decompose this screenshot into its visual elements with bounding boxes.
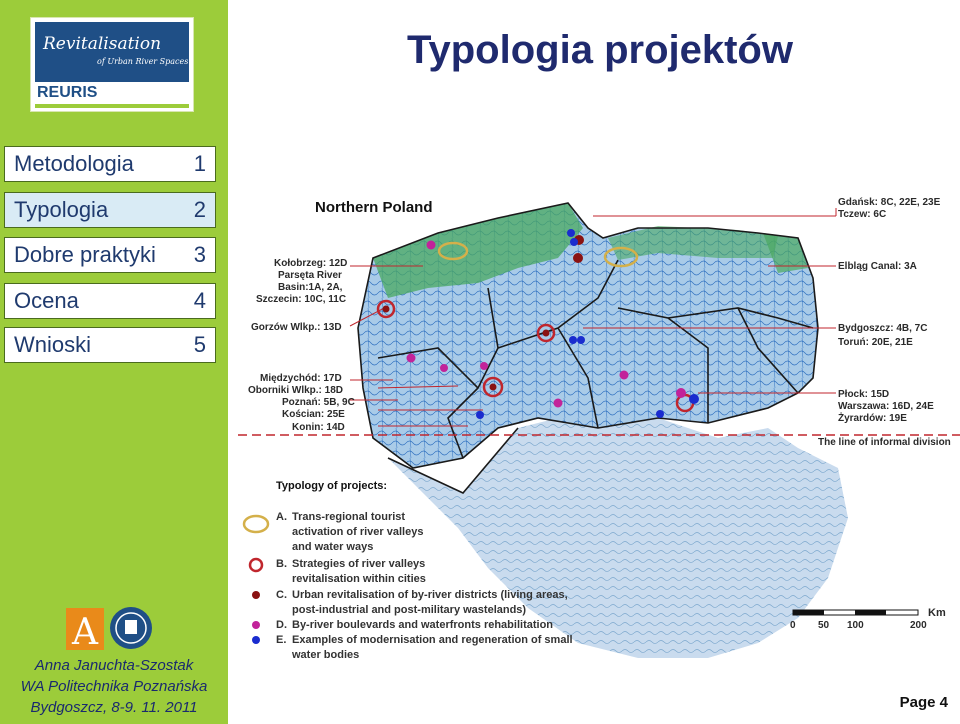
scale-tick-200: 200 [910, 620, 927, 631]
scale-tick-0: 0 [790, 620, 796, 631]
legend-letter-c: C. [276, 589, 287, 601]
type-d-marker [427, 241, 436, 250]
conference-place-date: Bydgoszcz, 8-9. 11. 2011 [30, 699, 198, 716]
type-e-marker [577, 336, 585, 344]
label-informal-division: The line of informal division [818, 437, 951, 448]
legend-a-line2: activation of river valleys [292, 526, 424, 538]
legend-letter-a: A. [276, 511, 287, 523]
scale-tick-100: 100 [847, 620, 864, 631]
type-d-marker [620, 371, 629, 380]
nav-item-typologia[interactable] [4, 192, 216, 228]
nav-label: Typologia [14, 197, 109, 222]
label-gdansk: Gdańsk: 8C, 22E, 23E [838, 197, 941, 208]
label-gorzow: Gorzów Wlkp.: 13D [251, 322, 342, 333]
legend-d-line1: By-river boulevards and waterfronts rehabilitation [292, 619, 554, 631]
label-parseta: Parsęta River [278, 270, 342, 281]
type-c-marker [573, 253, 583, 263]
legend-symbol-c [252, 591, 260, 599]
type-d-marker [440, 364, 448, 372]
label-szczecin: Szczecin: 10C, 11C [256, 294, 347, 305]
label-torun: Toruń: 20E, 21E [838, 337, 913, 348]
type-d-marker [554, 399, 563, 408]
scale-bar [793, 610, 918, 615]
label-basin: Basin:1A, 2A, [278, 282, 343, 293]
type-e-marker [656, 410, 664, 418]
legend-symbol-e [252, 636, 260, 644]
type-e-marker [476, 411, 484, 419]
type-c-marker [383, 306, 390, 313]
author-name: Anna Januchta-Szostak [34, 657, 194, 674]
legend-e-line1: Examples of modernisation and regeneration of small [292, 634, 573, 646]
label-bydgoszcz: Bydgoszcz: 4B, 7C [838, 323, 928, 334]
page-number: Page 4 [899, 694, 948, 711]
logo-script-text: Revitalisation [43, 34, 162, 54]
map-title: Northern Poland [315, 199, 433, 216]
nav-number: 3 [193, 242, 206, 267]
type-c-marker [543, 330, 550, 337]
nav-label: Metodologia [14, 151, 134, 176]
legend-a-line1: Trans-regional tourist [292, 511, 406, 523]
scale-tick-50: 50 [818, 620, 830, 631]
nav-number: 5 [193, 332, 206, 357]
nav-number: 4 [193, 288, 206, 313]
nav-item-dobre-praktyki[interactable] [4, 237, 216, 273]
legend-letter-b: B. [276, 558, 287, 570]
type-d-marker [676, 388, 686, 398]
reuris-logo [30, 17, 194, 112]
label-kolobrzeg: Kołobrzeg: 12D [274, 258, 348, 269]
svg-text:A: A [72, 612, 98, 652]
legend-b-line2: revitalisation within cities [292, 573, 426, 585]
author-organization: WA Politechnika Poznańska [20, 678, 208, 695]
label-konin: Konin: 14D [292, 422, 345, 433]
logo-banner [35, 22, 189, 82]
legend-title: Typology of projects: [276, 480, 388, 492]
politechnika-seal [110, 607, 152, 649]
legend-c-line2: post-industrial and post-military wastelands) [292, 604, 527, 616]
label-miedzychod: Międzychód: 17D [260, 373, 342, 384]
type-d-marker [480, 362, 488, 370]
legend-letter-d: D. [276, 619, 287, 631]
legend-letter-e: E. [276, 634, 287, 646]
page-title: Typologia projektów [407, 28, 793, 72]
legend-symbol-b [250, 559, 262, 571]
legend-e-line2: water bodies [292, 649, 360, 661]
label-oborniki: Oborniki Wlkp.: 18D [248, 385, 344, 396]
logo-subtitle: of Urban River Spaces [97, 57, 189, 66]
legend-symbol-d [252, 621, 260, 629]
legend-c-line1: Urban revitalisation of by-river districts (living areas, [292, 589, 568, 601]
scale-unit: Km [928, 607, 946, 619]
type-e-marker [569, 336, 577, 344]
nav-item-ocena[interactable] [4, 283, 216, 319]
legend-a-line3: and water ways [292, 541, 374, 553]
nav-item-metodologia[interactable] [4, 146, 216, 182]
logo-accent-bar [35, 104, 189, 108]
nav-item-wnioski[interactable] [4, 327, 216, 363]
architecture-logo [66, 608, 104, 652]
nav-number: 1 [193, 151, 206, 176]
type-d-marker [407, 354, 416, 363]
type-e-marker [567, 229, 575, 237]
label-koscian: Kościan: 25E [282, 409, 345, 420]
nav-number: 2 [193, 197, 206, 222]
poland-map [238, 188, 960, 674]
type-e-marker [689, 394, 699, 404]
nav-label: Wnioski [14, 332, 92, 357]
label-tczew: Tczew: 6C [838, 209, 887, 220]
legend-b-line1: Strategies of river valleys [292, 558, 426, 570]
nav-label: Ocena [14, 288, 79, 313]
label-elblag: Elbląg Canal: 3A [838, 261, 917, 272]
legend-symbol-a [244, 516, 268, 532]
type-c-marker [490, 384, 497, 391]
label-warszawa: Warszawa: 16D, 24E [838, 401, 934, 412]
type-e-marker [570, 238, 578, 246]
logo-wordmark: REURIS [37, 84, 98, 101]
nav-label: Dobre praktyki [14, 242, 156, 267]
label-poznan: Poznań: 5B, 9C [282, 397, 355, 408]
label-zyrardow: Żyrardów: 19E [838, 413, 907, 424]
label-plock: Płock: 15D [838, 389, 890, 400]
university-logos [66, 606, 156, 652]
